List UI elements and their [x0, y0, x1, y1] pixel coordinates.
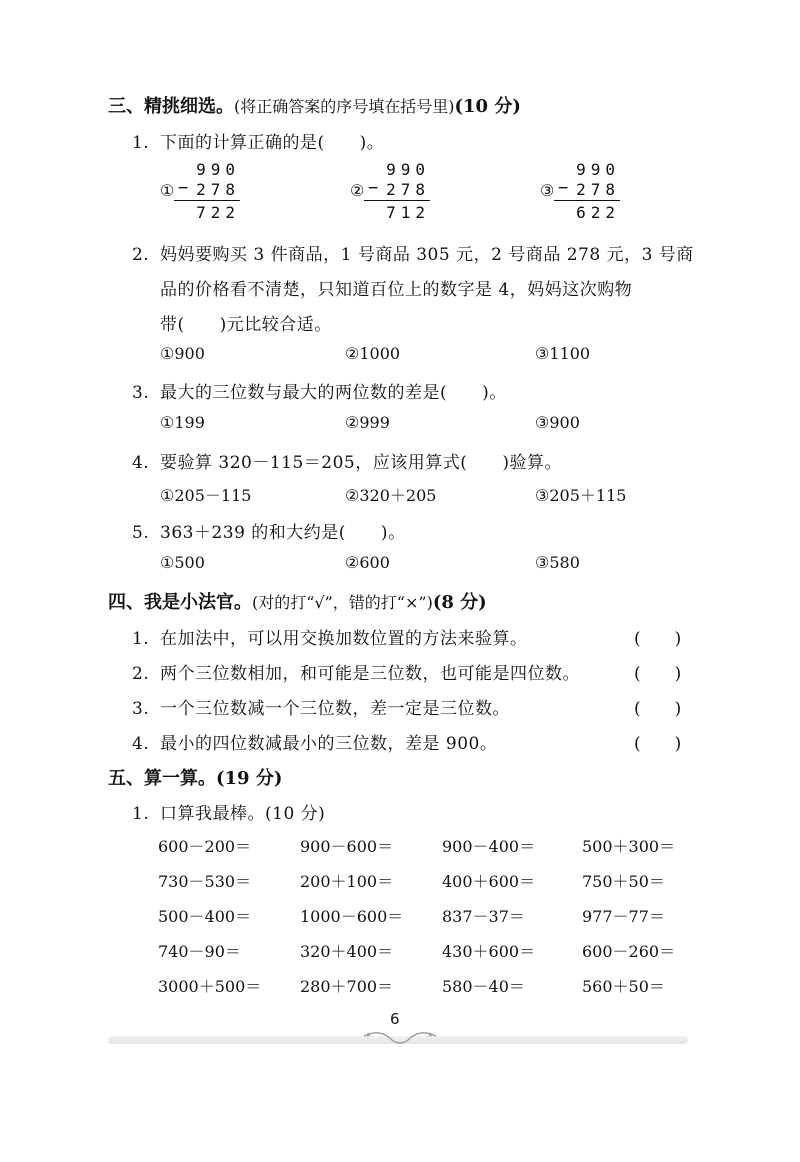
option-mark: ② — [350, 181, 365, 200]
calc-line — [364, 200, 430, 201]
question-3-2-line-3: 带( )元比较合适。 — [160, 315, 332, 335]
question-text: 口算我最棒。(10 分) — [160, 804, 326, 824]
judge-item-1 — [132, 624, 528, 649]
answer-paren-4[interactable]: ( ) — [634, 734, 682, 754]
calc-item[interactable]: 900－600＝ — [300, 837, 394, 856]
section-3-title — [108, 92, 521, 118]
section-4-heading: 四、我是小法官。 — [108, 592, 252, 613]
calc-item[interactable]: 280＋700＝ — [300, 977, 394, 996]
option-3-5-a[interactable]: ①500 — [160, 553, 205, 572]
question-number: 4. — [132, 734, 150, 754]
option-mark: ① — [160, 181, 175, 200]
calc-item[interactable]: 500＋300＝ — [582, 837, 676, 856]
option-3-5-c[interactable]: ③580 — [535, 553, 580, 572]
calc-line — [554, 200, 620, 201]
calc-item[interactable]: 430＋600＝ — [442, 942, 536, 961]
vertical-calc-option-3[interactable] — [540, 160, 620, 224]
section-3-heading: 三、精挑细选。 — [108, 96, 234, 117]
calc-item[interactable]: 580－40＝ — [442, 977, 525, 996]
question-number: 2. — [132, 664, 150, 684]
question-number: 1. — [132, 629, 150, 649]
question-number: 1. — [132, 133, 150, 153]
section-5-heading: 五、算一算。 — [108, 768, 216, 789]
sub-question-5-1 — [132, 799, 325, 824]
difference: 712 — [386, 203, 430, 222]
minuend: 990 — [386, 160, 430, 179]
option-3-4-a[interactable]: ①205－115 — [160, 486, 252, 505]
question-text: 363＋239 的和大约是( )。 — [160, 523, 406, 543]
question-3-2 — [132, 240, 694, 265]
page-number: 6 — [390, 1010, 400, 1028]
question-text: 下面的计算正确的是( )。 — [160, 133, 385, 153]
question-number: 4. — [132, 453, 150, 473]
option-3-4-c[interactable]: ③205＋115 — [535, 486, 627, 505]
footer-ornament-icon — [360, 1024, 440, 1048]
question-3-4 — [132, 448, 562, 473]
minus-sign: − — [178, 178, 189, 198]
vertical-calc-option-2[interactable] — [350, 160, 430, 224]
calc-item[interactable]: 750＋50＝ — [582, 872, 665, 891]
question-3-3 — [132, 378, 507, 403]
difference: 722 — [196, 203, 240, 222]
section-4-score: (8 分) — [432, 592, 487, 613]
subtrahend: 278 — [386, 180, 430, 199]
calc-line — [174, 200, 240, 201]
question-text: 在加法中，可以用交换加数位置的方法来验算。 — [160, 629, 528, 649]
question-text: 两个三位数相加，和可能是三位数，也可能是四位数。 — [160, 664, 580, 684]
subtrahend: 278 — [576, 180, 620, 199]
calc-item[interactable]: 560＋50＝ — [582, 977, 665, 996]
calc-item[interactable]: 900－400＝ — [442, 837, 536, 856]
calc-item[interactable]: 837－37＝ — [442, 907, 525, 926]
section-5-score: (19 分) — [216, 768, 283, 789]
option-3-2-b[interactable]: ②1000 — [345, 344, 401, 363]
section-5-title — [108, 764, 282, 790]
section-4-note: (对的打“√”，错的打“×”) — [252, 593, 433, 612]
option-3-2-a[interactable]: ①900 — [160, 344, 205, 363]
calc-item[interactable]: 977－77＝ — [582, 907, 665, 926]
option-3-3-b[interactable]: ②999 — [345, 413, 390, 432]
calc-item[interactable]: 3000＋500＝ — [158, 977, 262, 996]
question-number: 2. — [132, 245, 150, 265]
question-number: 5. — [132, 523, 150, 543]
calc-item[interactable]: 400＋600＝ — [442, 872, 536, 891]
question-number: 3. — [132, 699, 150, 719]
difference: 622 — [576, 203, 620, 222]
calc-item[interactable]: 500－400＝ — [158, 907, 252, 926]
question-text: 最大的三位数与最大的两位数的差是( )。 — [160, 383, 507, 403]
question-text-line-1: 妈妈要购买 3 件商品，1 号商品 305 元，2 号商品 278 元，3 号商 — [160, 245, 694, 265]
option-3-4-b[interactable]: ②320＋205 — [345, 486, 437, 505]
judge-item-2 — [132, 659, 580, 684]
calc-item[interactable]: 320＋400＝ — [300, 942, 394, 961]
answer-paren-3[interactable]: ( ) — [634, 699, 682, 719]
calc-item[interactable]: 200＋100＝ — [300, 872, 394, 891]
calc-item[interactable]: 730－530＝ — [158, 872, 252, 891]
answer-paren-1[interactable]: ( ) — [634, 629, 682, 649]
vertical-calc-option-1[interactable] — [160, 160, 240, 224]
judge-item-4 — [132, 729, 497, 754]
option-3-2-c[interactable]: ③1100 — [535, 344, 591, 363]
subtrahend: 278 — [196, 180, 240, 199]
minuend: 990 — [576, 160, 620, 179]
section-3-note: (将正确答案的序号填在括号里) — [234, 97, 455, 116]
minus-sign: − — [558, 178, 569, 198]
calc-item[interactable]: 1000－600＝ — [300, 907, 404, 926]
question-text: 一个三位数减一个三位数，差一定是三位数。 — [160, 699, 510, 719]
answer-paren-2[interactable]: ( ) — [634, 664, 682, 684]
question-text: 要验算 320－115＝205，应该用算式( )验算。 — [160, 453, 563, 473]
calc-item[interactable]: 600－260＝ — [582, 942, 676, 961]
minus-sign: − — [368, 178, 379, 198]
question-3-1 — [132, 128, 384, 153]
question-3-5 — [132, 518, 406, 543]
option-3-3-c[interactable]: ③900 — [535, 413, 580, 432]
calc-item[interactable]: 740－90＝ — [158, 942, 241, 961]
question-number: 3. — [132, 383, 150, 403]
question-3-2-line-2: 品的价格看不清楚，只知道百位上的数字是 4，妈妈这次购物 — [160, 280, 633, 300]
question-number: 1. — [132, 804, 150, 824]
question-text: 最小的四位数减最小的三位数，差是 900。 — [160, 734, 498, 754]
section-3-score: (10 分) — [454, 96, 521, 117]
section-4-title — [108, 588, 487, 614]
judge-item-3 — [132, 694, 510, 719]
option-mark: ③ — [540, 181, 555, 200]
minuend: 990 — [196, 160, 240, 179]
option-3-3-a[interactable]: ①199 — [160, 413, 205, 432]
calc-item[interactable]: 600－200＝ — [158, 837, 252, 856]
option-3-5-b[interactable]: ②600 — [345, 553, 390, 572]
page-footer — [108, 1010, 688, 1050]
